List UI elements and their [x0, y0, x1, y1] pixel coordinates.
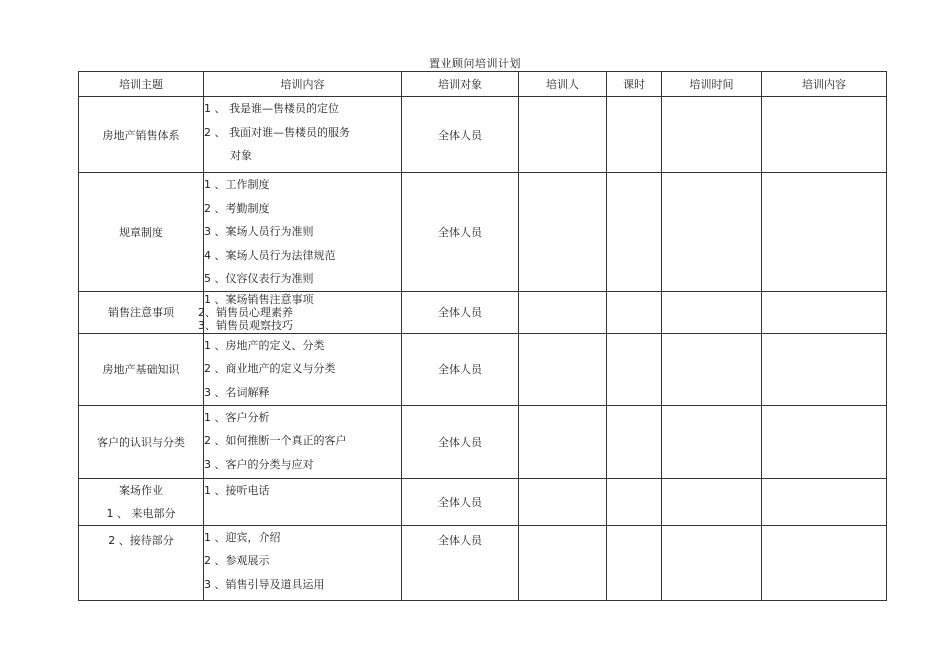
row-audience: 全体人员 [402, 291, 519, 333]
row-time [662, 173, 762, 292]
table-row [79, 97, 887, 173]
row-trainer [519, 478, 607, 525]
row-content-2 [762, 173, 887, 292]
content-item: 3 、名词解释 [204, 385, 270, 399]
row-content [204, 333, 402, 405]
row-time [662, 405, 762, 478]
header-content-2: 培训内容 [762, 72, 887, 97]
row-hours [607, 97, 662, 173]
row-content [204, 405, 402, 478]
row-content-2 [762, 333, 887, 405]
row-audience: 全体人员 [402, 333, 519, 405]
header-row [79, 72, 887, 97]
row-topic: 销售注意事项 [79, 291, 204, 333]
table-row [79, 405, 887, 478]
content-item: 1 、迎宾，介绍 [204, 530, 281, 544]
content-item: 3 、客户的分类与应对 [204, 457, 314, 471]
content-item: 3 、案场人员行为准则 [204, 225, 314, 238]
content-item: 1 、接听电话 [204, 483, 270, 497]
row-audience: 全体人员 [402, 525, 519, 600]
row-trainer [519, 525, 607, 600]
row-audience: 全体人员 [402, 97, 519, 173]
row-content-2 [762, 478, 887, 525]
table-row [79, 333, 887, 405]
training-plan-table [78, 71, 887, 601]
row-time [662, 97, 762, 173]
header-topic: 培训主题 [79, 72, 204, 97]
content-item: 1 、工作制度 [204, 178, 270, 191]
row-topic: 规章制度 [79, 173, 204, 292]
row-time [662, 291, 762, 333]
table-row [79, 478, 887, 525]
row-content-2 [762, 97, 887, 173]
content-item: 1 、客户分析 [204, 410, 270, 424]
row-time [662, 333, 762, 405]
row-hours [607, 405, 662, 478]
row-topic: 房地产基础知识 [79, 333, 204, 405]
content-item: 2 、参观展示 [204, 554, 270, 567]
table-row [79, 525, 887, 600]
row-topic: 客户的认识与分类 [79, 405, 204, 478]
content-item: 2 、如何推断一个真正的客户 [204, 434, 347, 447]
header-trainer: 培训人 [519, 72, 607, 97]
content-item: 1 、 我是谁—售楼员的定位 [204, 102, 339, 115]
row-audience: 全体人员 [402, 173, 519, 292]
header-audience: 培训对象 [402, 72, 519, 97]
content-item: 2 、 我面对谁—售楼员的服务 [204, 125, 350, 139]
row-content [198, 291, 402, 333]
document-title: 置业顾问培训计划 [429, 57, 521, 70]
row-content-2 [762, 405, 887, 478]
row-content [204, 97, 402, 173]
row-topic: 房地产销售体系 [79, 97, 204, 173]
topic-line: 1 、 来电部分 [106, 506, 176, 520]
header-content: 培训内容 [204, 72, 402, 97]
content-item: 对象 [230, 149, 252, 162]
table-row [79, 291, 887, 333]
row-trainer [519, 333, 607, 405]
content-item: 1 、房地产的定义、分类 [204, 338, 325, 352]
row-topic: 2 、接待部分 [79, 525, 204, 600]
content-item: 3 、销售引导及道具运用 [204, 577, 325, 591]
row-content [204, 478, 402, 525]
row-content-2 [762, 525, 887, 600]
row-time [662, 478, 762, 525]
row-hours [607, 173, 662, 292]
header-time: 培训时间 [662, 72, 762, 97]
row-content-2 [762, 291, 887, 333]
row-audience: 全体人员 [402, 405, 519, 478]
row-trainer [519, 291, 607, 333]
row-hours [607, 291, 662, 333]
row-trainer [519, 405, 607, 478]
row-trainer [519, 173, 607, 292]
row-content [204, 525, 402, 600]
row-hours [607, 333, 662, 405]
row-trainer [519, 97, 607, 173]
content-item: 5 、仪容仪表行为准则 [204, 272, 314, 285]
row-hours [607, 478, 662, 525]
content-item: 2 、商业地产的定义与分类 [204, 362, 336, 375]
row-time [662, 525, 762, 600]
row-content [204, 173, 402, 292]
content-item: 1 、案场销售注意事项 [204, 292, 314, 306]
content-item: 3、销售员观察技巧 [198, 318, 293, 332]
row-hours [607, 525, 662, 600]
topic-line: 案场作业 [119, 483, 163, 497]
content-item: 2 、考勤制度 [204, 201, 270, 215]
row-topic [79, 478, 204, 525]
row-audience: 全体人员 [402, 478, 519, 525]
content-item: 2、销售员心理素养 [198, 305, 293, 319]
table-row [79, 173, 887, 292]
header-hours: 课时 [607, 72, 662, 97]
content-item: 4 、案场人员行为法律规范 [204, 248, 336, 262]
